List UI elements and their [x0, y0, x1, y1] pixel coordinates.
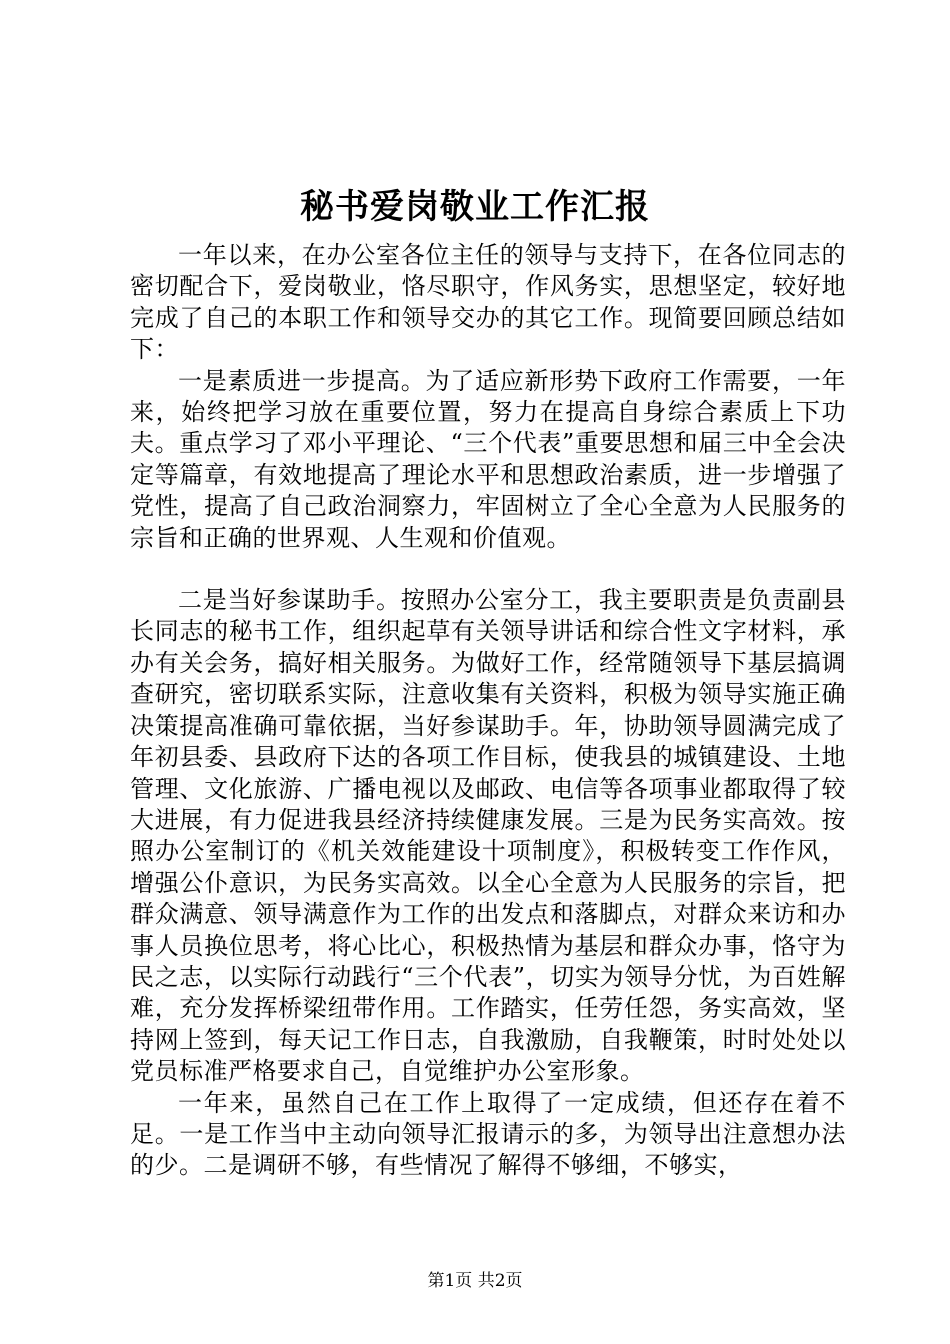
- paragraph-intro: 一年以来，在办公室各位主任的领导与支持下，在各位同志的密切配合下，爱岗敬业，恪尽职守，作风务实，思想坚定，较好地完成了自己的本职工作和领导交办的其它工作。现简要回顾总结如下：: [130, 241, 846, 364]
- paragraph-assistant: 二是当好参谋助手。按照办公室分工，我主要职责是负责副县长同志的秘书工作，组织起草有关领导讲话和综合性文字材料，承办有关会务，搞好相关服务。为做好工作，经常随领导下基层搞调查研究，密切联系实际，注意收集有关资料，积极为领导实施正确决策提高准确可靠依据，当好参谋助手。年，协助领导圆满完成了年初县委、县政府下达的各项工作目标，使我县的城镇建设、土地管理、文化旅游、广播电视以及邮政、电信等各项事业都取得了较大进展，有力促进我县经济持续健康发展。三是为民务实高效。按照办公室制订的《机关效能建设十项制度》，积极转变工作作风，增强公仆意识，为民务实高效。以全心全意为人民服务的宗旨，把群众满意、领导满意作为工作的出发点和落脚点，对群众来访和办事人员换位思考，将心比心，积极热情为基层和群众办事，恪守为民之志，以实际行动践行“三个代表”，切实为领导分忧，为百姓解难，充分发挥桥梁纽带作用。工作踏实，任劳任怨，务实高效，坚持网上签到，每天记工作日志，自我激励，自我鞭策，时时处处以党员标准严格要求自己，自觉维护办公室形象。: [130, 586, 846, 1086]
- page-number-footer: 第1页 共2页: [427, 1271, 523, 1291]
- document-title: 秘书爱岗敬业工作汇报: [300, 187, 650, 227]
- paragraph-spacer: [130, 554, 846, 585]
- document-body: [130, 240, 846, 1182]
- paragraph-quality: 一是素质进一步提高。为了适应新形势下政府工作需要，一年来，始终把学习放在重要位置，努力在提高自身综合素质上下功夫。重点学习了邓小平理论、“三个代表”重要思想和届三中全会决定等篇章，有效地提高了理论水平和思想政治素质，进一步增强了党性，提高了自己政治洞察力，牢固树立了全心全意为人民服务的宗旨和正确的世界观、人生观和价值观。: [130, 366, 846, 552]
- paragraph-shortcomings: 一年来，虽然自己在工作上取得了一定成绩，但还存在着不足。一是工作当中主动向领导汇报请示的多，为领导出注意想办法的少。二是调研不够，有些情况了解得不够细，不够实，: [130, 1088, 846, 1180]
